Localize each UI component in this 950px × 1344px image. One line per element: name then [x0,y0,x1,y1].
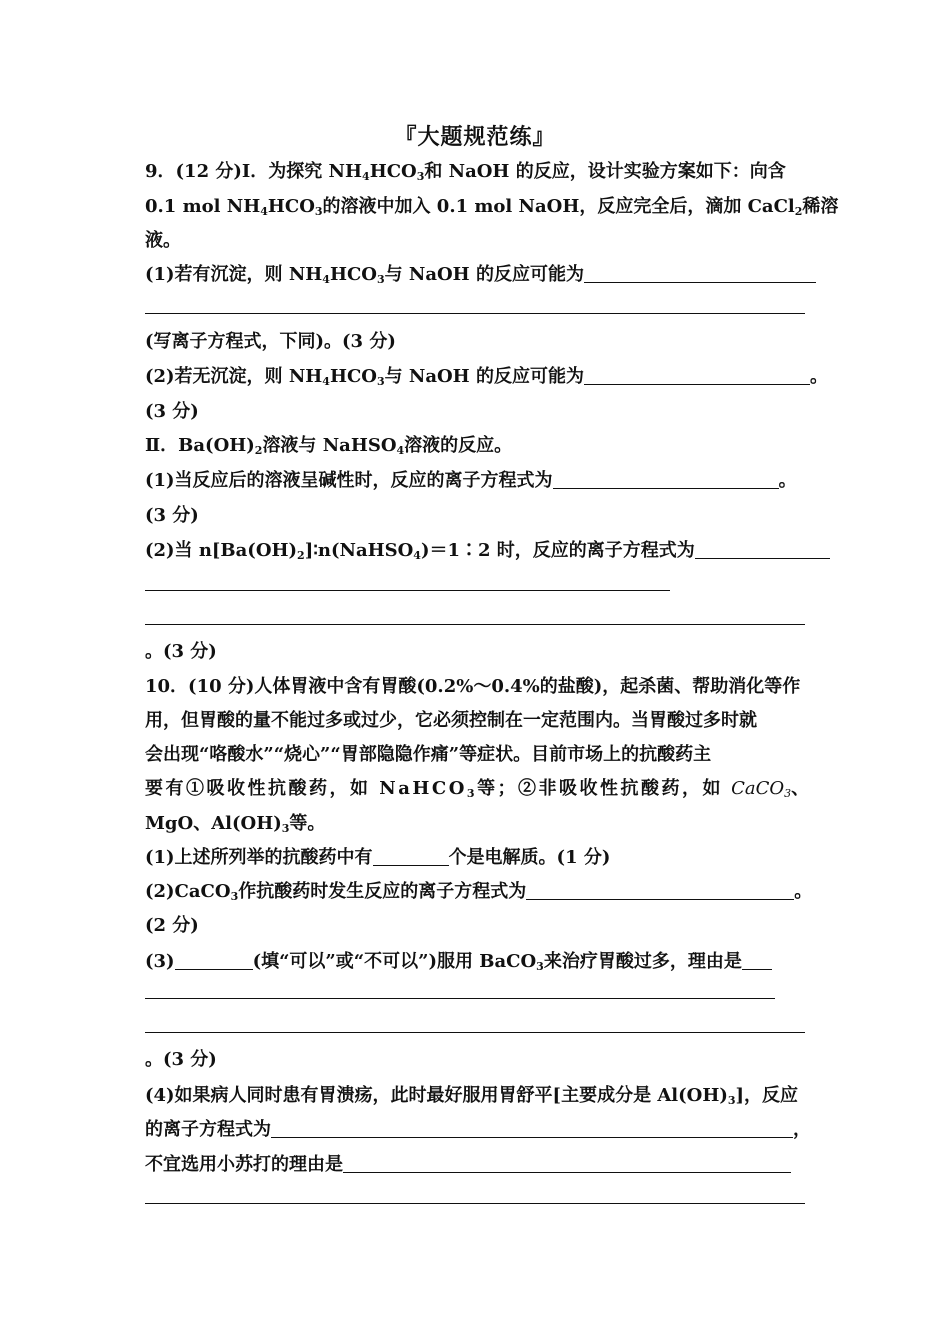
q10-line2: 用，但胃酸的量不能过多或过少，它必须控制在一定范围内。当胃酸过多时就 [145,710,757,731]
answer-blank[interactable] [584,366,810,385]
q9-header: 9．(12 分)Ⅰ．为探究 $NH_4HCO_3$和 NaOH 的反应，设计实验方案如下：向含 [145,161,786,183]
q10-line4-text: 要有①吸收性抗酸药，如 NaHCO$_3$等；②非吸收性抗酸药，如 [145,778,724,800]
q9-part2 [145,365,828,389]
q10-part4-line2 [145,1118,810,1142]
answer-blank[interactable] [373,847,449,866]
q9-section2-part1-end: 。 [778,470,797,491]
answer-blank-line[interactable] [145,1032,805,1033]
q10-part1-text-b: 个是电解质。(1 分) [448,847,611,868]
answer-blank[interactable] [584,264,816,283]
q10-part1-text-a: (1)上述所列举的抗酸药中有 [145,847,373,868]
answer-blank-line[interactable] [145,313,805,314]
q10-part2-score: (2 分) [145,915,199,936]
q9-part1-text: (1)若有沉淀，则 $NH_4HCO_3$与 NaOH 的反应可能为 [145,264,584,286]
q10-line4-end: 、 [791,778,810,799]
q9-section2-part2-text: (2)当 $n[Ba(OH)_2]∶n(NaHSO_4)=1∶2$ 时，反应的离子方程式为 [145,540,695,562]
q9-line2: 0.1 mol $NH_4HCO_3$的溶液中加入 0.1 mol NaOH，反应完全后，滴加 CaCl$_2$稀溶 [145,196,839,218]
q10-part1 [145,846,810,870]
q10-part2 [145,880,813,904]
q9-section2-part1-score: (3 分) [145,505,199,526]
answer-blank[interactable] [695,540,830,559]
answer-blank-line[interactable] [145,998,775,999]
answer-blank[interactable] [553,470,779,489]
q10-part2-text: (2)CaCO$_3$作抗酸药时发生反应的离子方程式为 [145,881,527,903]
answer-blank[interactable] [343,1154,791,1173]
answer-blank-line[interactable] [145,1203,805,1204]
q10-part2-end: 。 [794,881,813,902]
q9-part2-end: 。 [809,366,828,387]
q10-part4-line3-text: 不宜选用小苏打的理由是 [145,1154,343,1175]
q10-line1: 10．(10 分)人体胃液中含有胃酸(0.2%～0.4%的盐酸)，起杀菌、帮助消化等作 [145,676,801,697]
q9-line3: 液。 [145,230,181,251]
q10-part4-line2-text: 的离子方程式为 [145,1119,271,1140]
q10-part4-line3 [145,1153,810,1177]
answer-blank[interactable] [271,1119,793,1138]
section-title: 『大题规范练』 [394,125,556,150]
q9-part2-text: (2)若无沉淀，则 $NH_4HCO_3$与 NaOH 的反应可能为 [145,366,584,388]
q10-part4-line2-end: ， [793,1119,811,1140]
answer-blank-line[interactable] [145,624,805,625]
q9-section2-part2 [145,539,810,563]
q10-part3-text-a: (3) [145,951,175,972]
answer-blank[interactable] [526,881,794,900]
q9-section2-part1 [145,469,810,493]
q9-part1 [145,263,810,287]
answer-blank-line[interactable] [145,590,670,591]
answer-blank[interactable] [175,951,253,970]
q10-line3: 会出现“咯酸水”“烧心”“胃部隐隐作痛”等症状。目前市场上的抗酸药主 [145,744,712,765]
q9-section2-part1-text: (1)当反应后的溶液呈碱性时，反应的离子方程式为 [145,470,553,491]
q10-part3-score: 。(3 分) [145,1049,217,1070]
q9-section2-part2-score: 。(3 分) [145,641,217,662]
q10-part3 [145,950,810,974]
q9-part1-note: (写离子方程式，下同)。(3 分) [145,331,396,352]
q10-line4 [145,777,810,801]
q10-line4-formula: CaCO$_3$ [731,778,792,800]
q10-part3-text-b: (填“可以”或“不可以”)服用 BaCO$_3$来治疗胃酸过多，理由是 [252,951,742,973]
q10-line5: MgO、$Al(OH)_3$等。 [145,813,326,835]
q9-part2-score: (3 分) [145,401,199,422]
answer-blank[interactable] [742,951,772,970]
q10-part4-line1: (4)如果病人同时患有胃溃疡，此时最好服用胃舒平[主要成分是 $Al(OH)_3$]，反应 [145,1085,799,1107]
q9-section2-title: Ⅱ．$Ba(OH)_2$溶液与 NaHSO$_4$溶液的反应。 [145,435,513,457]
